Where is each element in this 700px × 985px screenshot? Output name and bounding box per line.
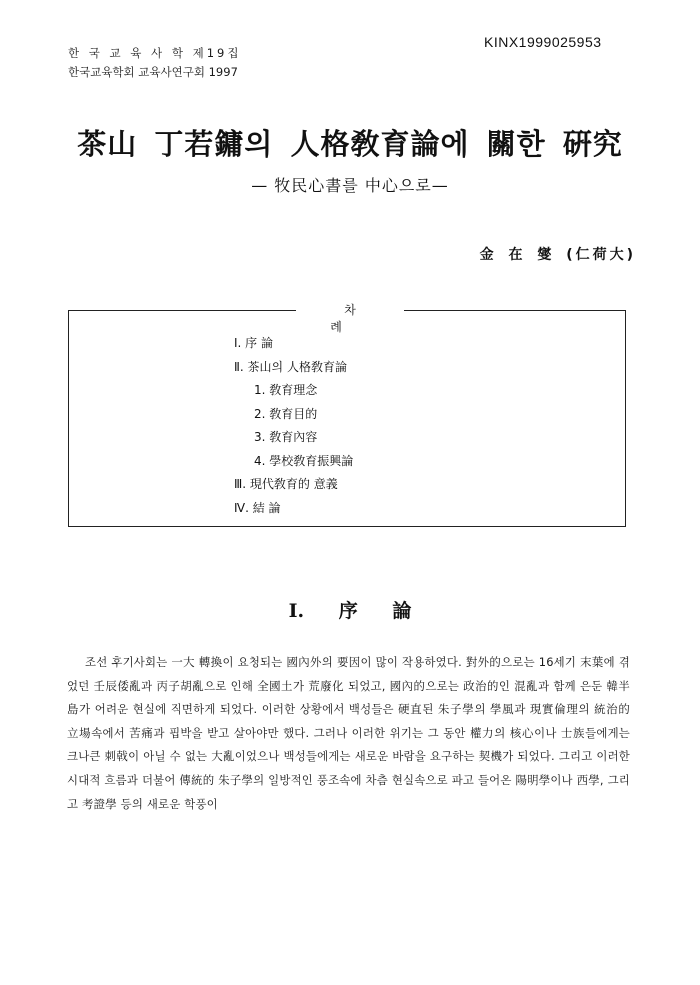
toc-heading: 차 례: [330, 303, 384, 334]
document-id: KINX1999025953: [484, 34, 602, 50]
toc-item: Ⅳ. 結 論: [234, 500, 281, 515]
toc-item: 3. 敎育內容: [254, 430, 318, 444]
journal-publisher: 한국교육학회 교육사연구회 1997: [68, 65, 238, 79]
journal-info: [68, 44, 241, 82]
toc-item: Ⅰ. 序 論: [234, 336, 273, 350]
toc-item: 4. 學校敎育振興論: [254, 453, 354, 468]
toc-list: [234, 334, 353, 522]
toc-divider-right: [404, 310, 625, 311]
paper-subtitle: — 牧民心書를 中心으로—: [251, 176, 449, 195]
paper-title: 茶山 丁若鏞의 人格敎育論에 關한 硏究: [77, 127, 623, 161]
author-line: 金 在 燮 (仁荷大): [479, 247, 636, 263]
toc-item: Ⅱ. 茶山의 人格敎育論: [234, 359, 347, 374]
toc-divider-left: [68, 310, 296, 311]
journal-name: 한 국 교 육 사 학 제19집: [68, 46, 242, 60]
toc-item: Ⅲ. 現代敎育的 意義: [234, 477, 338, 491]
toc-item: 1. 敎育理念: [254, 383, 318, 397]
body-paragraph: 조선 후기사회는 一大 轉換이 요청되는 國內外의 要因이 많이 작용하였다. 對外的으로는 16세기 末葉에 겪었던 壬辰倭亂과 丙子胡亂으로 인해 全國土가 荒廢化 되었고, 國內的으로는 政治的인 混亂과 함께 은둔 韓半島가 어려운 현실에 직면하게 되었다. 이러한 상황에서 백성들은 硬直된 朱子學의 學風과 現實倫理의 統治的 立場속에서 苦痛과 핍박을 받고 살아야만 했다. 그러나 이러한 위기는 그 동안 權力의 核心이나 士族들에게는 크나큰 刺戟이 아닐 수 없는 大亂이었으나 백성들에게는 새로운 바람을 요구하는 契機가 되었다. 그리고 이러한 시대적 흐름과 더불어 傳統的 朱子學의 일방적인 풍조속에 차츰 현실속으로 파고 들어온 陽明學이나 西學, 그리고 考證學 등의 새로운 학풍이: [67, 655, 630, 811]
section-heading: Ⅰ. 序 論: [288, 600, 412, 622]
toc-item: 2. 敎育目的: [254, 406, 318, 421]
